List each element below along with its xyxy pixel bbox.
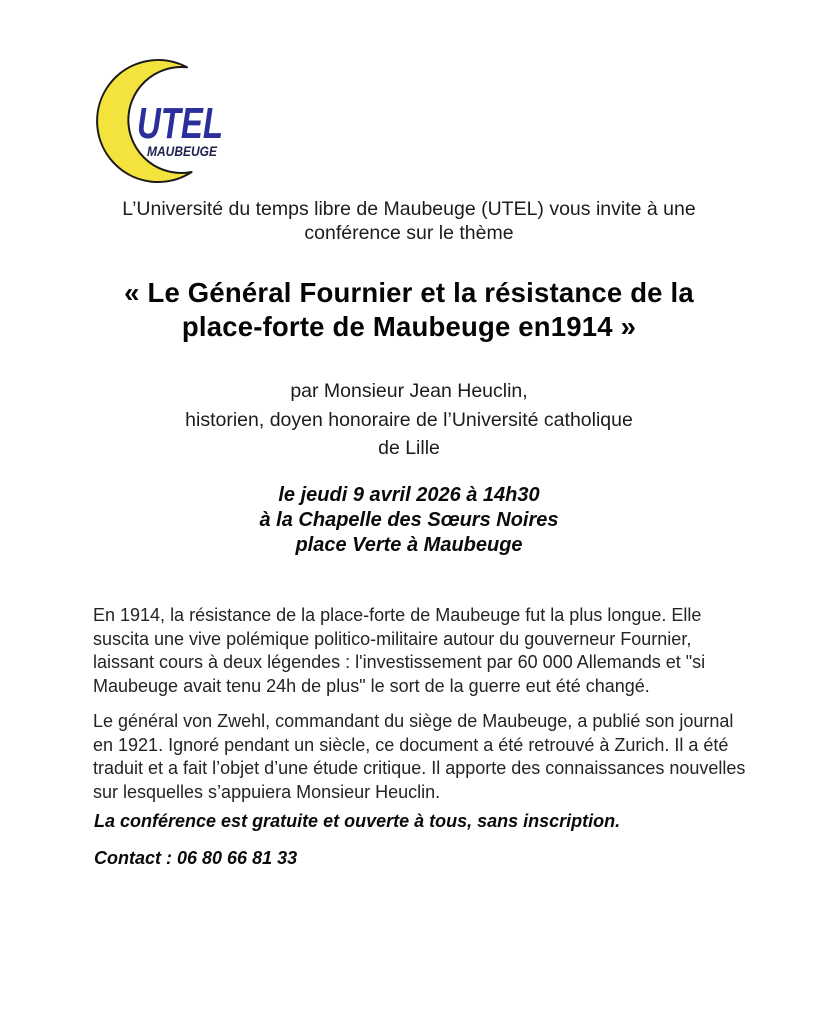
logo-acronym-text: UTEL [137,99,223,148]
body-paragraph-1: En 1914, la résistance de la place-forte de Maubeuge fut la plus longue. Elle suscita une vive polémique politico-militaire autour du gouverneur Fournier, laissant cours à deux légendes : l'investissement par 60 000 Allemands et "si Maubeuge avait tenu 24h de plus" le sort de la guerre eut été changé. [93,605,706,696]
speaker-line-1: par Monsieur Jean Heuclin, [290,380,528,402]
conference-title [0,276,818,344]
intro-line-1: L’Université du temps libre de Maubeuge (UTEL) vous invite à une [122,198,696,220]
contact-phone: Contact : 06 80 66 81 33 [94,848,298,868]
event-address: place Verte à Maubeuge [295,534,523,556]
logo-city-text: MAUBEUGE [147,144,218,159]
speaker-line-2: historien, doyen honoraire de l’Université catholique [185,408,633,431]
event-details [0,483,818,558]
intro-text [0,197,818,245]
speaker-line-3: de Lille [378,437,440,459]
utel-logo [94,56,244,188]
intro-line-2: conférence sur le thème [304,222,514,244]
speaker-info [0,377,818,463]
title-line-1: « Le Général Fournier et la résistance de la [124,277,694,308]
event-datetime: le jeudi 9 avril 2026 à 14h30 [278,484,540,506]
body-paragraph-2: Le général von Zwehl, commandant du siège de Maubeuge, a publié son journal en 1921. Ignoré pendant un siècle, ce document a été retrouvé à Zurich. Il a été traduit et a fait l’objet d’une étude critique. Il apporte des connaissances nouvelles sur lesquelles s’appuiera Monsieur Heuclin. [93,711,746,802]
title-line-2: place-forte de Maubeuge en1914 » [181,311,637,342]
free-admission-note: La conférence est gratuite et ouverte à tous, sans inscription. [94,811,621,831]
event-venue: à la Chapelle des Sœurs Noires [259,509,559,531]
